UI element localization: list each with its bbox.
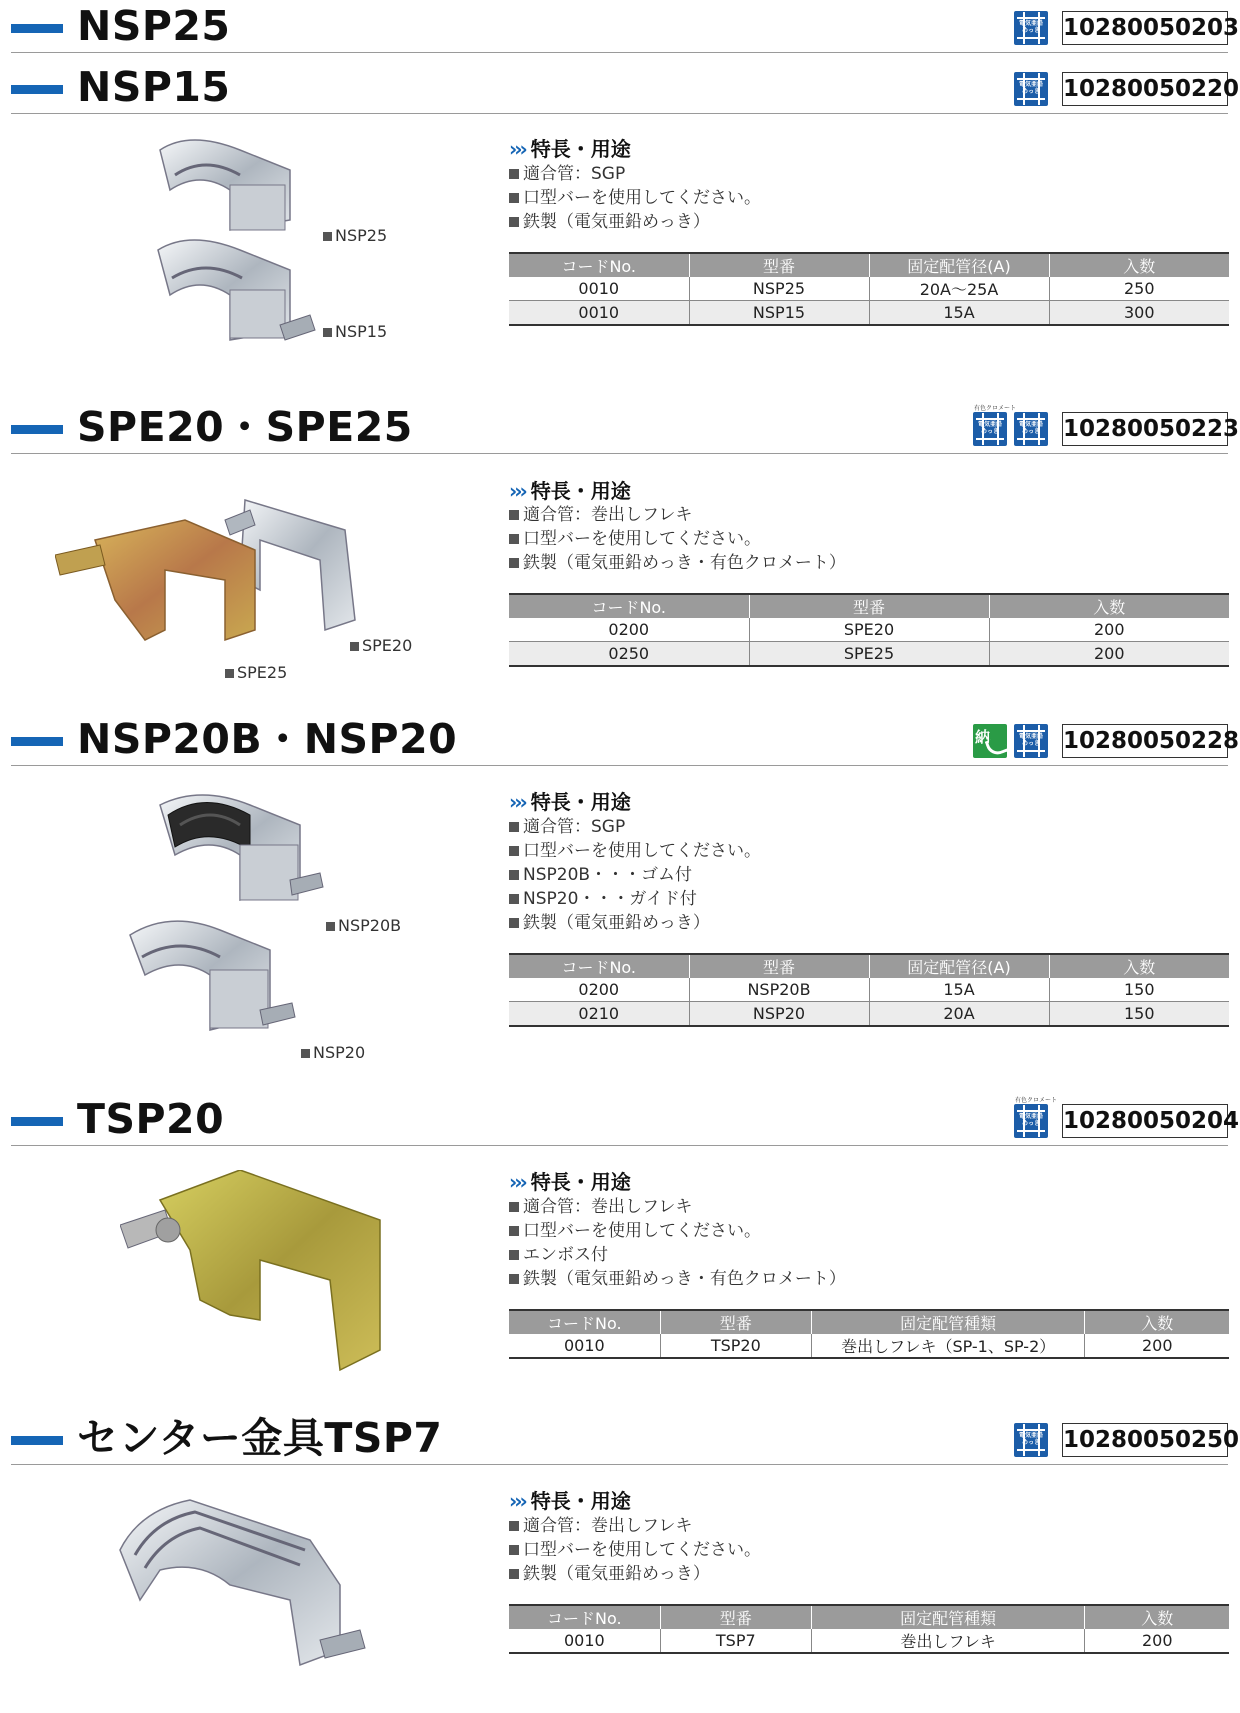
product-header-tsp7 (0, 1412, 1240, 1468)
section-bar (11, 1117, 63, 1126)
list-item: 適合管：SGP (509, 162, 761, 186)
table-row: 0200 NSP20B 15A 150 (509, 978, 1229, 1002)
list-item: NSP20・・・ガイド付 (509, 887, 761, 911)
feature-list (509, 162, 761, 234)
zinc-plating-icon: 電気亜鉛めっき (1014, 72, 1048, 106)
table-row: 0010 TSP20 巻出しフレキ（SP-1、SP-2） 200 (509, 1334, 1229, 1358)
list-item: 適合管：SGP (509, 815, 761, 839)
feature-heading: ››› 特長・用途 (509, 1170, 631, 1194)
product-code: 10280050203 (1062, 11, 1228, 45)
product-title: センター金具TSP7 (77, 1414, 443, 1462)
product-code: 10280050250 (1062, 1423, 1228, 1457)
product-code: 10280050220 (1062, 72, 1228, 106)
chevron-right-icon: ››› (509, 1170, 525, 1194)
list-item: 口型バーを使用してください。 (509, 527, 846, 551)
photo-label: SPE25 (225, 663, 287, 682)
product-header-tsp20 (0, 1093, 1240, 1149)
list-item: 鉄製（電気亜鉛めっき・有色クロメート） (509, 551, 846, 575)
list-item: 鉄製（電気亜鉛めっき・有色クロメート） (509, 1267, 846, 1291)
table-row: 0210 NSP20 20A 150 (509, 1002, 1229, 1027)
feature-heading: ››› 特長・用途 (509, 790, 631, 814)
list-item: 鉄製（電気亜鉛めっき） (509, 210, 761, 234)
photo-label: NSP20B (326, 916, 401, 935)
product-title: NSP15 (77, 63, 231, 111)
product-photo-tsp20 (120, 1170, 390, 1385)
badge-caption: 有色クロメート (1015, 1097, 1058, 1104)
chevron-right-icon: ››› (509, 790, 525, 814)
spec-table: コードNo. 型番 固定配管径(A) 入数 0200 NSP20B 15A 150 0210 NSP20 20A 150 (509, 953, 1229, 1027)
chromate-icon: 電気亜鉛めっき (1014, 1104, 1048, 1138)
product-code: 10280050228 (1062, 724, 1228, 758)
chevron-right-icon: ››› (509, 1489, 525, 1513)
feature-heading: ››› 特長・用途 (509, 479, 631, 503)
feature-heading: ››› 特長・用途 (509, 137, 631, 161)
zinc-plating-icon: 電気亜鉛めっき (1014, 11, 1048, 45)
product-photo-nsp20b-nsp20 (120, 785, 330, 1055)
chromate-icon: 電気亜鉛めっき (973, 412, 1007, 446)
divider (11, 1145, 1228, 1146)
chevron-right-icon: ››› (509, 137, 525, 161)
section-bar (11, 1436, 63, 1445)
product-photo-tsp7 (110, 1490, 380, 1675)
list-item: 口型バーを使用してください。 (509, 839, 761, 863)
divider (11, 113, 1228, 114)
feature-list (509, 1514, 761, 1586)
product-header-spe (0, 401, 1240, 457)
table-row: 0010 NSP15 15A 300 (509, 301, 1229, 326)
divider (11, 453, 1228, 454)
section-bar (11, 737, 63, 746)
list-item: NSP20B・・・ゴム付 (509, 863, 761, 887)
photo-label: NSP20 (301, 1043, 365, 1062)
spec-table: コードNo. 型番 固定配管種類 入数 0010 TSP7 巻出しフレキ 200 (509, 1604, 1229, 1654)
table-row: 0010 NSP25 20A～25A 250 (509, 277, 1229, 301)
zinc-plating-icon: 電気亜鉛めっき (1014, 1423, 1048, 1457)
feature-heading: ››› 特長・用途 (509, 1489, 631, 1513)
product-title: NSP20B・NSP20 (77, 715, 458, 763)
delivery-phone-icon: 納 (973, 724, 1007, 758)
list-item: 口型バーを使用してください。 (509, 1538, 761, 1562)
list-item: 適合管：巻出しフレキ (509, 1195, 846, 1219)
divider (11, 765, 1228, 766)
table-row: 0200 SPE20 200 (509, 618, 1229, 642)
product-header-nsp15 (0, 61, 1240, 117)
zinc-plating-icon: 電気亜鉛めっき (1014, 724, 1048, 758)
list-item: 適合管：巻出しフレキ (509, 1514, 761, 1538)
list-item: 鉄製（電気亜鉛めっき） (509, 911, 761, 935)
product-header-nsp25 (0, 0, 1240, 56)
table-row: 0010 TSP7 巻出しフレキ 200 (509, 1629, 1229, 1653)
divider (11, 52, 1228, 53)
badge-caption: 有色クロメート (974, 405, 1017, 412)
product-title: TSP20 (77, 1095, 225, 1143)
list-item: エンボス付 (509, 1243, 846, 1267)
product-code: 10280050223 (1062, 412, 1228, 446)
list-item: 適合管：巻出しフレキ (509, 503, 846, 527)
photo-label: NSP25 (323, 226, 387, 245)
photo-label: NSP15 (323, 322, 387, 341)
product-header-nsp20 (0, 713, 1240, 769)
feature-list (509, 503, 846, 575)
list-item: 口型バーを使用してください。 (509, 186, 761, 210)
section-bar (11, 425, 63, 434)
list-item: 鉄製（電気亜鉛めっき） (509, 1562, 761, 1586)
feature-list (509, 1195, 846, 1291)
table-row: 0250 SPE25 200 (509, 642, 1229, 667)
feature-list (509, 815, 761, 935)
divider (11, 1464, 1228, 1465)
product-title: NSP25 (77, 2, 231, 50)
photo-label: SPE20 (350, 636, 412, 655)
product-title: SPE20・SPE25 (77, 403, 413, 451)
spec-table: コードNo. 型番 固定配管種類 入数 0010 TSP20 巻出しフレキ（SP-1、SP-2） 200 (509, 1309, 1229, 1359)
product-photo-nsp25-nsp15 (150, 130, 320, 370)
section-bar (11, 24, 63, 33)
product-code: 10280050204 (1062, 1104, 1228, 1138)
spec-table: コードNo. 型番 固定配管径(A) 入数 0010 NSP25 20A～25A 250 0010 NSP15 15A 300 (509, 252, 1229, 326)
zinc-plating-icon: 電気亜鉛めっき (1014, 412, 1048, 446)
spec-table: コードNo. 型番 入数 0200 SPE20 200 0250 SPE25 200 (509, 593, 1229, 667)
section-bar (11, 85, 63, 94)
list-item: 口型バーを使用してください。 (509, 1219, 846, 1243)
chevron-right-icon: ››› (509, 479, 525, 503)
